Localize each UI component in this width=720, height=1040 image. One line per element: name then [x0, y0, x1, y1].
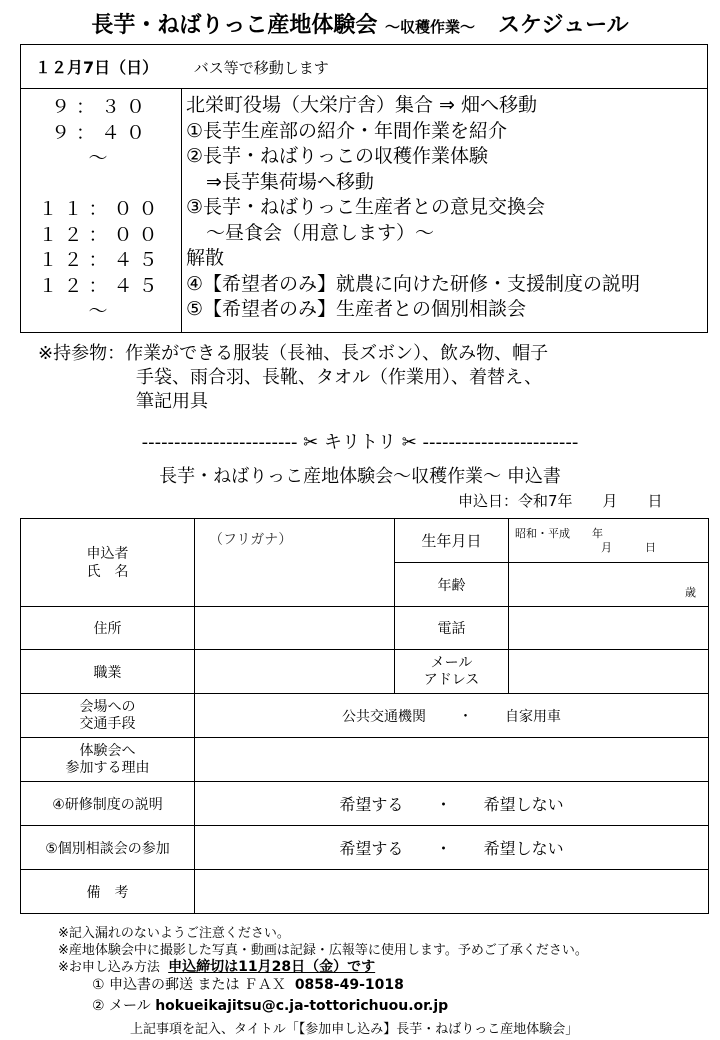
email-field[interactable] [509, 650, 709, 694]
page-title [0, 8, 720, 39]
title-main: 長芋・ねばりっこ産地体験会 [91, 13, 378, 38]
fax-number: 0858-49-1018 [294, 977, 404, 993]
belongings-line3: 筆記用具 [136, 391, 208, 412]
application-date: 申込日：令和7年 月 日 [458, 492, 663, 510]
time-row: １２：４５ [38, 249, 164, 271]
training-options [195, 782, 709, 826]
email-label: メール アドレス [395, 650, 509, 694]
birth-era: 昭和・平成 年 [515, 527, 603, 540]
schedule-table [20, 44, 708, 333]
contact-email-label: ② メール [92, 998, 151, 1014]
job-label: 職業 [21, 650, 195, 694]
remarks-label: 備 考 [21, 870, 195, 914]
email-address[interactable]: hokueikajitsu@c.ja-tottorichuou.or.jp [155, 998, 449, 1014]
schedule-date: １２月7日（日） [35, 58, 159, 77]
time-row: １２：４５ [38, 274, 164, 297]
activity-row: ②長芋・ねばりっこの収穫作業体験 [186, 145, 489, 167]
activity-row: ①長芋生産部の紹介・年間作業を紹介 [186, 119, 508, 142]
separator-dot: ・ [458, 708, 473, 725]
name-field[interactable] [195, 519, 395, 607]
reason-field[interactable] [195, 738, 709, 782]
name-label: 申込者 氏 名 [21, 519, 195, 607]
birth-field[interactable] [509, 519, 709, 563]
activity-row: 解散 [186, 247, 225, 269]
furigana-label: （フリガナ） [209, 532, 293, 548]
separator-dot: ・ [435, 839, 452, 858]
activity-row: ～昼食会（用意します）～ [206, 221, 435, 244]
time-row: ９：４０ [50, 121, 151, 144]
note-3-label: ※お申し込み方法 [58, 960, 160, 975]
age-unit: 歳 [685, 586, 696, 599]
belongings-label: ※持参物： [38, 343, 126, 364]
time-row: ～ [88, 147, 114, 169]
transport-car-option[interactable]: 自家用車 [504, 708, 561, 725]
title-sub: ～収穫作業～ [385, 18, 476, 36]
activity-row: ⑤【希望者のみ】生産者との個別相談会 [186, 298, 527, 320]
note-1: ※記入漏れのないようご注意ください。 [58, 926, 290, 941]
time-row: １２：００ [38, 223, 164, 246]
contact-info [92, 975, 448, 1017]
address-field[interactable] [195, 607, 395, 650]
training-yes-option[interactable]: 希望する [339, 795, 404, 814]
deadline-text: 申込締切は11月28日（金）です [168, 959, 376, 975]
activity-row: ③長芋・ねばりっこ生産者との意見交換会 [186, 196, 546, 218]
birth-label: 生年月日 [395, 519, 509, 563]
phone-field[interactable] [509, 607, 709, 650]
transport-label: 会場への 交通手段 [21, 694, 195, 738]
consult-options [195, 826, 709, 870]
time-row: １１：００ [38, 198, 164, 220]
belongings-line1: 作業ができる服装（長袖、長ズボン）、飲み物、帽子 [125, 343, 549, 364]
training-no-option[interactable]: 希望しない [483, 795, 564, 814]
consult-label: ⑤個別相談会の参加 [21, 826, 195, 870]
birth-month-day: 月 日 [601, 541, 656, 554]
separator-dot: ・ [435, 795, 452, 814]
title-end: スケジュール [498, 13, 629, 38]
schedule-date-note: バス等で移動します [193, 59, 329, 77]
form-title: 長芋・ねばりっこ産地体験会～収穫作業～ 申込書 [159, 466, 561, 487]
email-instructions: 上記事項を記入、タイトル「【参加申し込み】長芋・ねばりっこ産地体験会」 [130, 1022, 579, 1037]
cut-line: ------------------------ ✂ キリトリ ✂ ------------------------ [141, 432, 579, 453]
belongings-line2: 手袋、雨合羽、長靴、タオル（作業用）、着替え、 [136, 367, 543, 388]
schedule-activities [182, 89, 708, 333]
reason-label: 体験会へ 参加する理由 [21, 738, 195, 782]
notes [58, 926, 588, 977]
address-label: 住所 [21, 607, 195, 650]
activity-row: ④【希望者のみ】就農に向けた研修・支援制度の説明 [186, 272, 641, 295]
consult-no-option[interactable]: 希望しない [483, 839, 564, 858]
transport-public-option[interactable]: 公共交通機関 [342, 708, 427, 725]
age-field[interactable] [509, 563, 709, 607]
training-label: ④研修制度の説明 [21, 782, 195, 826]
time-row [22, 172, 180, 198]
time-row: ９：３０ [50, 96, 151, 118]
job-field[interactable] [195, 650, 395, 694]
consult-yes-option[interactable]: 希望する [339, 839, 404, 858]
contact-fax-label: ① 申込書の郵送 または ＦＡＸ [92, 977, 286, 993]
note-2: ※産地体験会中に撮影した写真・動画は記録・広報等に使用します。予めご了承ください。 [58, 942, 588, 958]
transport-options [195, 694, 709, 738]
activity-row: 北栄町役場（大栄庁舎）集合 ⇒ 畑へ移動 [186, 94, 538, 116]
age-label: 年齢 [395, 563, 509, 607]
application-form [20, 518, 709, 914]
schedule-header [21, 45, 708, 89]
remarks-field[interactable] [195, 870, 709, 914]
activity-row: ⇒長芋集荷場へ移動 [206, 170, 374, 193]
belongings [38, 342, 548, 414]
time-row: ～ [88, 300, 114, 322]
schedule-times [21, 89, 182, 333]
phone-label: 電話 [395, 607, 509, 650]
